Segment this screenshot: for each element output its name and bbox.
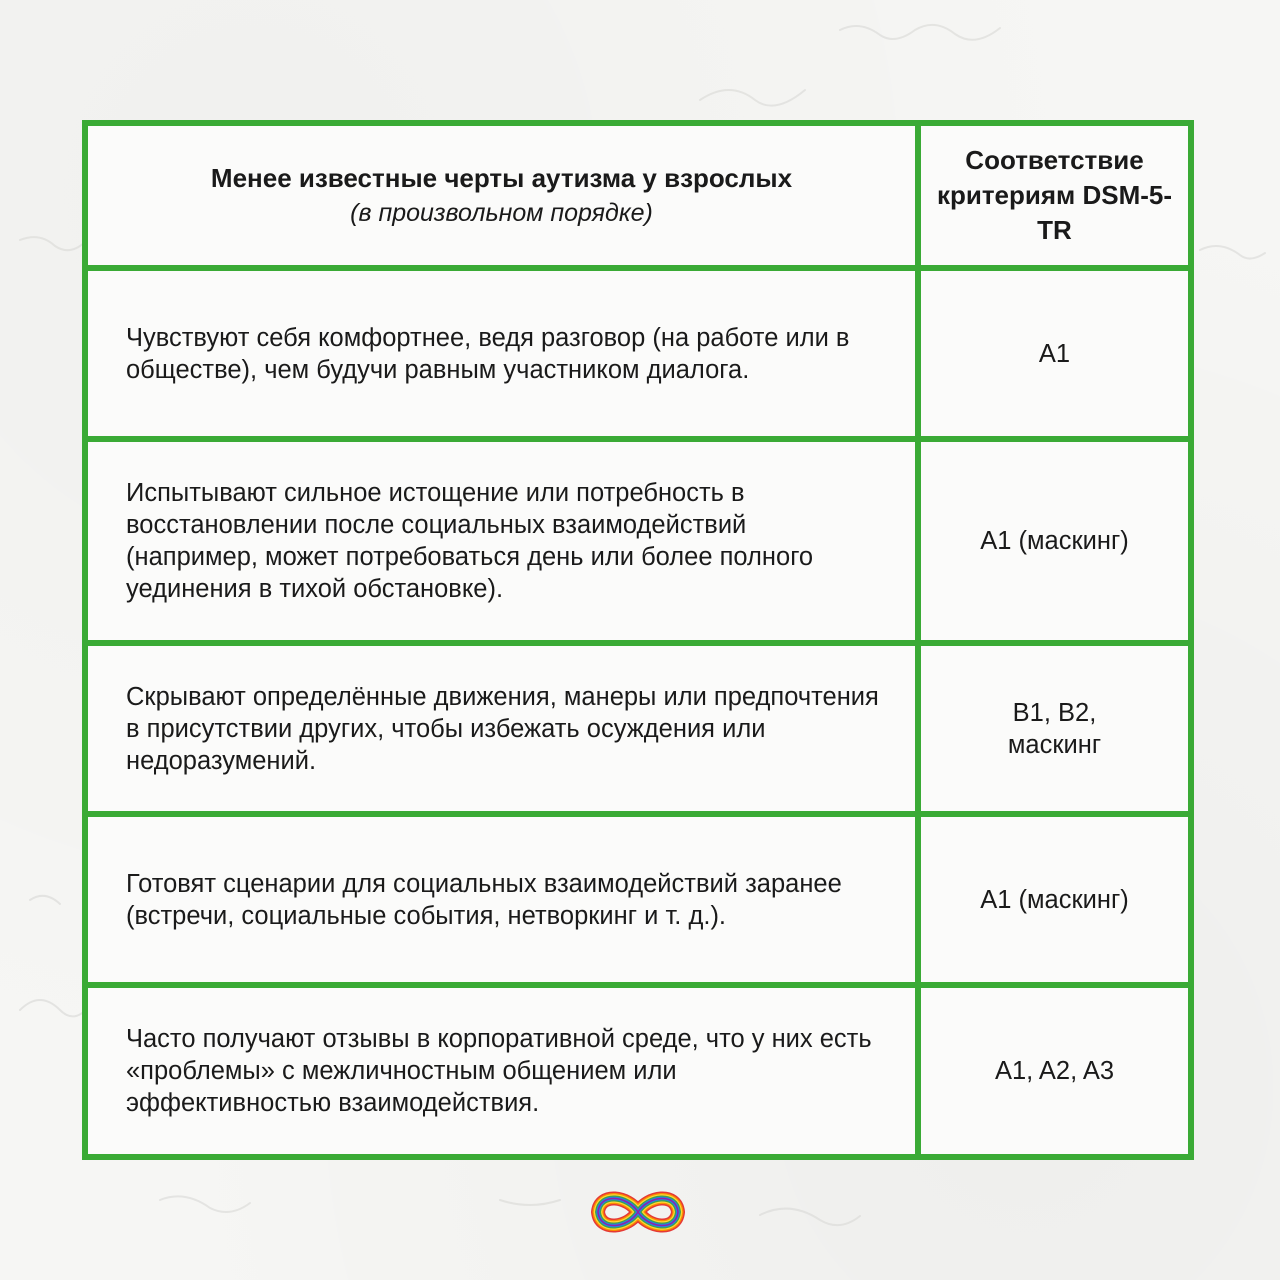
table-row [88,643,1188,814]
table-row [88,985,1188,1154]
trait-cell: Часто получают отзывы в корпоративной среде, что у них есть «проблемы» с межличностным общением или эффективностью взаимодействия. [88,985,918,1154]
table-row [88,439,1188,643]
criteria-cell: A1 (маскинг) [918,439,1188,643]
criteria-text: B1, B2, маскинг [1007,698,1102,759]
traits-table-frame [82,120,1194,1160]
trait-cell: Чувствуют себя комфортнее, ведя разговор (на работе или в обществе), чем будучи равным участником диалога. [88,268,918,439]
criteria-header-title: Соответствие критериям DSM-5-TR [936,145,1173,245]
table-header-row [88,126,1188,268]
rainbow-infinity-icon [588,1186,688,1238]
traits-header-title: Менее известные черты аутизма у взрослых [210,163,793,193]
trait-cell: Испытывают сильное истощение или потребность в восстановлении после социальных взаимодействий (например, может потребоваться день или более полного уединения в тихой обстановке). [88,439,918,643]
criteria-cell: A1 (маскинг) [918,814,1188,985]
traits-column-header [88,126,918,268]
criteria-column-header [918,126,1188,268]
criteria-cell [918,643,1188,814]
table-row [88,814,1188,985]
criteria-cell: A1, A2, A3 [918,985,1188,1154]
traits-header-subtitle: (в произвольном порядке) [350,199,653,227]
trait-cell: Готовят сценарии для социальных взаимодействий заранее (встречи, социальные события, нетворкинг и т. д.). [88,814,918,985]
trait-cell: Скрывают определённые движения, манеры или предпочтения в присутствии других, чтобы избежать осуждения или недоразумений. [88,643,918,814]
traits-table [88,126,1188,1154]
table-row [88,268,1188,439]
criteria-cell: A1 [918,268,1188,439]
